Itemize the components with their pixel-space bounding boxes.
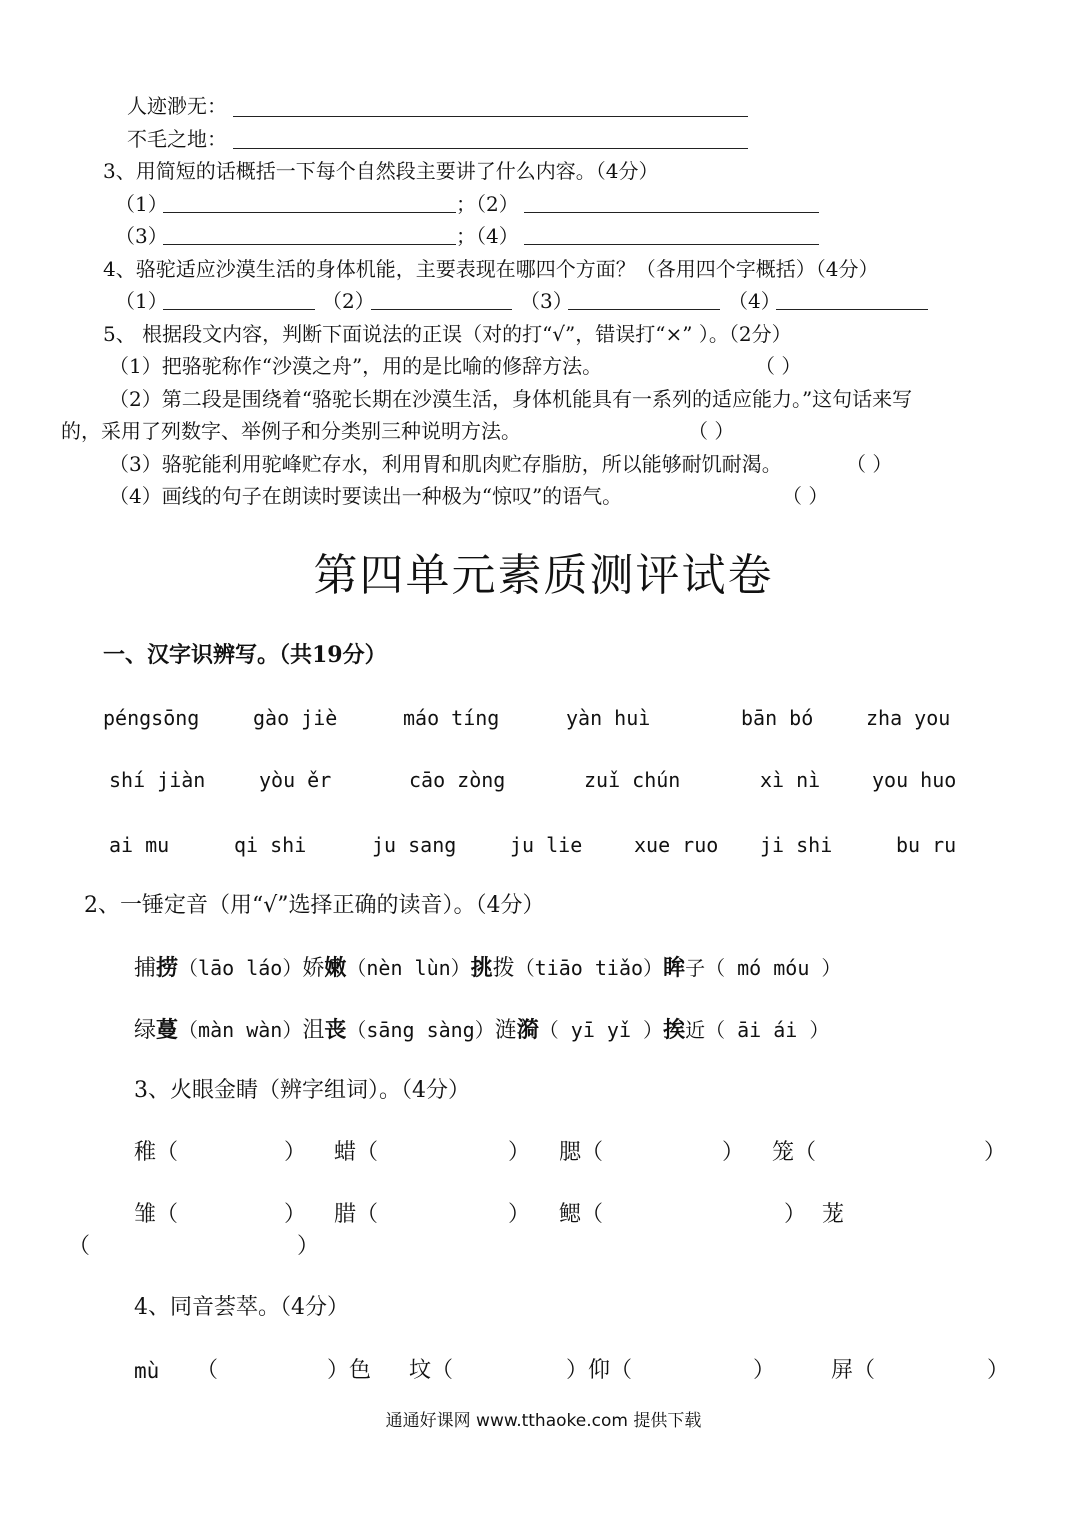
char-target: 嫩 xyxy=(324,955,347,981)
word-group-close[interactable]: ） xyxy=(297,1234,320,1259)
pinyin-item: bān bó xyxy=(741,706,814,730)
pinyin-item: xue ruo xyxy=(634,833,719,857)
q5-answer-paren-1[interactable]: （ ） xyxy=(755,354,802,378)
pinyin-item: yòu ěr xyxy=(259,768,332,792)
homophone-item: ）色 xyxy=(327,1358,372,1383)
char-plain: 娇 xyxy=(302,956,325,981)
reading-options[interactable]: （màn wàn） xyxy=(178,1018,303,1042)
homophone-item[interactable]: ）仰（ xyxy=(566,1358,633,1383)
q3-item-3: （3） xyxy=(115,224,168,248)
reading-options[interactable]: （ yī yǐ ） xyxy=(538,1018,664,1042)
char-plain: 绿 xyxy=(134,1018,157,1043)
pinyin-item: xì nì xyxy=(760,768,821,792)
section-3-heading: 3、火眼金睛（辨字组词）。（4分） xyxy=(134,1078,470,1103)
char-target: 眸 xyxy=(663,955,686,981)
section-1-heading: 一、汉字识辨写。（共19分） xyxy=(103,642,387,668)
char-target: 捞 xyxy=(156,955,179,981)
q5-statement-1: （1）把骆驼称作“沙漠之舟”，用的是比喻的修辞方法。 xyxy=(109,354,603,378)
q4-item-2: （2） xyxy=(322,289,375,313)
char-plain: 捕 xyxy=(134,956,157,981)
reading-options[interactable]: （nèn lùn） xyxy=(346,956,471,980)
word-group-close[interactable]: ） xyxy=(508,1140,531,1165)
footer-credit: 通通好课网 www.tthaoke.com 提供下载 xyxy=(385,1411,702,1431)
answer-line-2[interactable] xyxy=(233,148,748,149)
pinyin-item: zuǐ chún xyxy=(584,768,681,792)
pinyin-item: cāo zòng xyxy=(409,768,506,792)
q5-answer-paren-2[interactable]: （ ） xyxy=(688,419,735,443)
pinyin-item: ju lie xyxy=(510,833,583,857)
word-group-close[interactable]: ） xyxy=(508,1202,531,1227)
word-label-1: 人迹渺无： xyxy=(127,94,227,118)
homophone-paren-close[interactable]: ） xyxy=(987,1358,1010,1383)
q5-answer-paren-3[interactable]: （ ） xyxy=(846,452,893,476)
q5-answer-paren-4[interactable]: （ ） xyxy=(782,484,829,508)
char-plain: 拨 xyxy=(492,956,515,981)
pinyin-item: zha you xyxy=(866,706,951,730)
word-group-close[interactable]: ） xyxy=(284,1202,307,1227)
q3-item-1: （1） xyxy=(115,192,168,216)
pinyin-item: bu ru xyxy=(896,833,957,857)
pinyin-item: ji shi xyxy=(760,833,833,857)
word-group-item: 茏 xyxy=(822,1202,845,1227)
char-target: 漪 xyxy=(516,1017,539,1043)
question-4: 4、骆驼适应沙漠生活的身体机能，主要表现在哪四个方面？（各用四个字概括）（4分） xyxy=(103,257,879,281)
reading-options[interactable]: 近（ āi ái ） xyxy=(685,1018,830,1042)
word-group-item: 鳃（ xyxy=(559,1202,604,1227)
word-group-item: 蜡（ xyxy=(334,1140,379,1165)
q3-line-4[interactable] xyxy=(524,244,819,245)
char-target: 挑 xyxy=(470,955,493,981)
word-group-open[interactable]: （ xyxy=(68,1234,91,1259)
pinyin-item: you huo xyxy=(872,768,957,792)
word-group-item: 腊（ xyxy=(334,1202,379,1227)
pinyin-item: qi shi xyxy=(234,833,307,857)
homophone-paren-open[interactable]: （ xyxy=(196,1358,219,1383)
pronunciation-item xyxy=(134,1015,829,1046)
pinyin-item: shí jiàn xyxy=(109,768,206,792)
pinyin-item: gào jiè xyxy=(253,706,338,730)
homophone-pinyin: mù xyxy=(134,1359,160,1383)
pinyin-item: máo tíng xyxy=(403,706,500,730)
homophone-item[interactable]: 坟（ xyxy=(409,1358,454,1383)
section-4-heading: 4、同音荟萃。（4分） xyxy=(134,1295,349,1320)
char-target: 丧 xyxy=(324,1017,347,1043)
word-label-2: 不毛之地： xyxy=(127,127,227,151)
char-plain: 涟 xyxy=(494,1018,517,1043)
char-target: 蔓 xyxy=(156,1017,179,1043)
word-group-item: 笼（ xyxy=(772,1140,817,1165)
word-group-item: 稚（ xyxy=(134,1140,179,1165)
q3-line-1[interactable] xyxy=(163,212,456,213)
reading-options[interactable]: 子（ mó móu ） xyxy=(685,956,842,980)
q4-line-3[interactable] xyxy=(568,309,720,310)
q4-item-4: （4） xyxy=(728,289,781,313)
q5-statement-4: （4）画线的句子在朗读时要读出一种极为“惊叹”的语气。 xyxy=(109,484,623,508)
section-2-heading: 2、一锤定音（用“√”选择正确的读音）。（4分） xyxy=(84,893,545,918)
reading-options[interactable]: （tiāo tiǎo） xyxy=(514,956,664,980)
word-group-close[interactable]: ） xyxy=(984,1140,1007,1165)
answer-line-1[interactable] xyxy=(233,116,748,117)
word-group-item: 腮（ xyxy=(559,1140,604,1165)
q4-item-1: （1） xyxy=(115,289,168,313)
q3-item-4: ；（4） xyxy=(456,224,519,248)
word-group-item: 雏（ xyxy=(134,1202,179,1227)
pinyin-item: yàn huì xyxy=(566,706,651,730)
reading-options[interactable]: （sāng sàng） xyxy=(346,1018,495,1042)
q5-statement-3: （3）骆驼能利用驼峰贮存水，利用胃和肌肉贮存脂肪，所以能够耐饥耐渴。 xyxy=(109,452,782,476)
q4-line-4[interactable] xyxy=(776,309,928,310)
homophone-item[interactable]: 屏（ xyxy=(831,1358,876,1383)
word-group-close[interactable]: ） xyxy=(284,1140,307,1165)
word-group-close[interactable]: ） xyxy=(722,1140,745,1165)
question-5: 5、 根据段文内容，判断下面说法的正误（对的打“√”，错误打“×” ）。（2分） xyxy=(103,322,792,346)
question-3: 3、用简短的话概括一下每个自然段主要讲了什么内容。（4分） xyxy=(103,159,659,183)
pinyin-item: ju sang xyxy=(372,833,457,857)
pinyin-item: péngsōng xyxy=(103,706,200,730)
q4-line-1[interactable] xyxy=(163,309,315,310)
exam-title: 第四单元素质测评试卷 xyxy=(313,550,774,601)
q3-item-2: ；（2） xyxy=(456,192,519,216)
q4-line-2[interactable] xyxy=(371,309,512,310)
q3-line-2[interactable] xyxy=(524,212,819,213)
q3-line-3[interactable] xyxy=(163,244,456,245)
pinyin-item: ai mu xyxy=(109,833,170,857)
homophone-paren-close[interactable]: ） xyxy=(753,1358,776,1383)
q5-statement-2-cont: 的，采用了列数字、举例子和分类别三种说明方法。 xyxy=(61,419,521,443)
char-target: 挨 xyxy=(663,1017,686,1043)
char-plain: 沮 xyxy=(302,1018,325,1043)
word-group-close[interactable]: ） xyxy=(784,1202,807,1227)
pronunciation-item xyxy=(134,953,841,984)
q4-item-3: （3） xyxy=(520,289,573,313)
q5-statement-2: （2）第二段是围绕着“骆驼长期在沙漠生活，身体机能具有一系列的适应能力。”这句话来写 xyxy=(109,387,913,411)
reading-options[interactable]: （lāo láo） xyxy=(178,956,303,980)
